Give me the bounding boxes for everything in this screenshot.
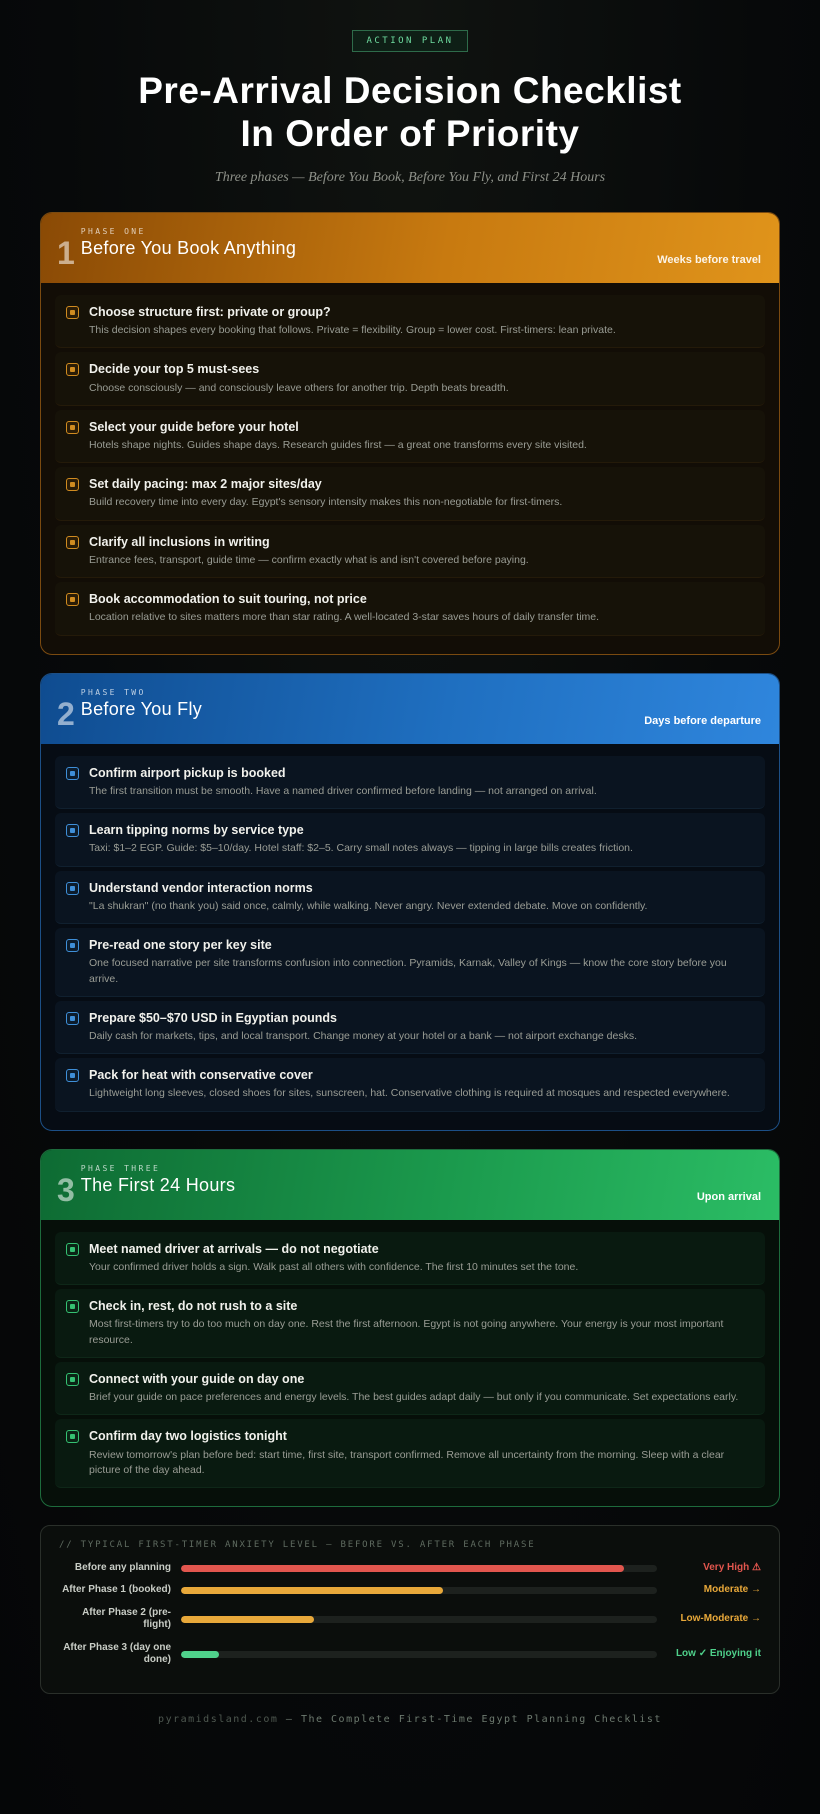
- checkbox-icon[interactable]: [66, 1243, 79, 1256]
- item-desc: Choose consciously — and consciously leave others for another trip. Depth beats breadth.: [89, 381, 509, 394]
- item-desc: This decision shapes every booking that follows. Private = flexibility. Group = lower cost. First-timers: lean private.: [89, 324, 616, 337]
- chart-row-value: Low ✓ Enjoying it: [675, 1648, 761, 1660]
- chart-row-label: After Phase 1 (booked): [62, 1584, 171, 1596]
- chart-track: [181, 1565, 657, 1572]
- phase-one-meta: Weeks before travel: [657, 253, 761, 266]
- item-desc: Build recovery time into every day. Egypt's sensory intensity makes this non-negotiable for first-timers.: [89, 496, 563, 509]
- checkbox-icon[interactable]: [66, 1373, 79, 1386]
- item-desc: Hotels shape nights. Guides shape days. Research guides first — a great one transforms every site visited.: [89, 439, 587, 451]
- phase-one-label: PHASE ONE: [80, 226, 146, 236]
- item-title: Pack for heat with conservative cover: [89, 1068, 313, 1083]
- chart-row: [59, 1562, 761, 1575]
- checkbox-icon[interactable]: [66, 306, 79, 319]
- item-title: Check in, rest, do not rush to a site: [89, 1299, 298, 1314]
- phase-two-header: [41, 674, 779, 744]
- chart-bar: [181, 1565, 624, 1572]
- phase-three-label: PHASE THREE: [80, 1163, 161, 1173]
- chart-bar: [181, 1616, 314, 1623]
- anxiety-chart: [40, 1525, 780, 1694]
- page-title-line1: Pre-Arrival Decision Checklist: [138, 70, 682, 111]
- phase-one-number: 1: [57, 234, 75, 271]
- checkbox-icon[interactable]: [66, 767, 79, 780]
- item-desc: One focused narrative per site transforms confusion into connection. Pyramids, Karnak, Valley of Kings — know the core story before you arrive.: [89, 957, 727, 985]
- checkbox-icon[interactable]: [66, 593, 79, 606]
- checkbox-icon[interactable]: [66, 1300, 79, 1313]
- checkbox-icon[interactable]: [66, 363, 79, 376]
- item-title: Confirm day two logistics tonight: [89, 1429, 287, 1444]
- item-title: Confirm airport pickup is booked: [89, 765, 286, 780]
- item-desc: Location relative to sites matters more than star rating. A well-located 3-star saves hours of daily transfer time.: [89, 611, 600, 624]
- phase-three-number: 3: [57, 1171, 75, 1208]
- item-desc: Review tomorrow's plan before bed: start time, first site, transport confirmed. Remove all uncertainty from the morning. Sleep with a clear picture of the day ahead.: [89, 1448, 725, 1476]
- chart-bar: [181, 1651, 219, 1658]
- phase-two-number: 2: [57, 695, 75, 732]
- item-title: Prepare $50–$70 USD in Egyptian pounds: [89, 1010, 337, 1025]
- item-desc: Daily cash for markets, tips, and local transport. Change money at your hotel or a bank — not airport exchange desks.: [89, 1029, 638, 1042]
- chart-row-value: Very High ⚠: [703, 1561, 761, 1573]
- checkbox-icon[interactable]: [66, 421, 79, 434]
- chart-track: [181, 1651, 657, 1658]
- checklist-item[interactable]: [55, 871, 765, 924]
- item-desc: Lightweight long sleeves, closed shoes for sites, sunscreen, hat. Conservative clothing is required at mosques and respected everywhere.: [89, 1087, 730, 1100]
- item-desc: Brief your guide on pace preferences and energy levels. The best guides adapt daily — but only if you communicate. Set expectations early.: [89, 1391, 739, 1404]
- item-desc: Your confirmed driver holds a sign. Walk past all others with confidence. The first 10 minutes set the tone.: [89, 1260, 579, 1273]
- item-title: Decide your top 5 must-sees: [89, 362, 260, 377]
- checklist-item[interactable]: [55, 813, 765, 866]
- footer-site: pyramidsland.com: [158, 1713, 279, 1725]
- phase-one-title: Before You Book Anything: [80, 237, 297, 258]
- item-desc: Taxi: $1–2 EGP. Guide: $5–10/day. Hotel staff: $2–5. Carry small notes always — tipping in large bills creates friction.: [89, 842, 633, 855]
- phase-section-two: [40, 673, 780, 1131]
- eyebrow-badge: ACTION PLAN: [352, 30, 467, 52]
- phase-one-header: [41, 213, 779, 283]
- page-header: [40, 30, 780, 186]
- checkbox-icon[interactable]: [66, 536, 79, 549]
- footer-text: — The Complete First-Time Egypt Planning Checklist: [285, 1713, 662, 1725]
- item-desc: "La shukran" (no thank you) said once, calmly, while walking. Never angry. Never extended debate. Move on confidently.: [89, 899, 648, 912]
- item-title: Choose structure first: private or group?: [89, 304, 331, 319]
- checklist-item[interactable]: [55, 756, 765, 809]
- checklist-item[interactable]: [55, 410, 765, 463]
- chart-track: [181, 1616, 657, 1623]
- item-desc: Most first-timers try to do too much on day one. Rest the first afternoon. Egypt is not going anywhere. Your energy is your most important resource.: [89, 1318, 724, 1346]
- item-title: Clarify all inclusions in writing: [89, 534, 270, 549]
- phase-three-items: [41, 1220, 779, 1506]
- item-title: Pre-read one story per key site: [89, 938, 272, 953]
- checklist-item[interactable]: [55, 467, 765, 520]
- chart-bar: [181, 1587, 443, 1594]
- checklist-item[interactable]: [55, 1001, 765, 1054]
- chart-row-label: After Phase 2 (pre-flight): [82, 1606, 171, 1631]
- page-title: [40, 70, 780, 156]
- phase-two-meta: Days before departure: [644, 714, 761, 727]
- checklist-item[interactable]: [55, 1232, 765, 1285]
- phase-one-items: [41, 283, 779, 654]
- phase-three-meta: Upon arrival: [696, 1190, 761, 1203]
- checkbox-icon[interactable]: [66, 882, 79, 895]
- item-title: Learn tipping norms by service type: [89, 823, 304, 838]
- item-title: Set daily pacing: max 2 major sites/day: [89, 477, 322, 492]
- checklist-item[interactable]: [55, 1289, 765, 1358]
- chart-row-value: Moderate →: [703, 1584, 761, 1596]
- item-title: Understand vendor interaction norms: [89, 880, 313, 895]
- checkbox-icon[interactable]: [66, 1069, 79, 1082]
- chart-track: [181, 1587, 657, 1594]
- checklist-item[interactable]: [55, 1058, 765, 1111]
- checklist-item[interactable]: [55, 525, 765, 578]
- checklist-item[interactable]: [55, 295, 765, 348]
- page-subtitle: Three phases — Before You Book, Before You Fly, and First 24 Hours: [214, 169, 606, 185]
- checkbox-icon[interactable]: [66, 1430, 79, 1443]
- phase-two-label: PHASE TWO: [80, 687, 146, 697]
- item-desc: Entrance fees, transport, guide time — confirm exactly what is and isn't covered before paying.: [89, 553, 529, 566]
- checkbox-icon[interactable]: [66, 1012, 79, 1025]
- chart-title: // TYPICAL FIRST-TIMER ANXIETY LEVEL — BEFORE VS. AFTER EACH PHASE: [59, 1539, 536, 1550]
- chart-row-label: After Phase 3 (day one done): [63, 1641, 171, 1666]
- phase-two-items: [41, 744, 779, 1130]
- phase-three-title: The First 24 Hours: [80, 1174, 236, 1195]
- checklist-item[interactable]: [55, 1362, 765, 1415]
- checkbox-icon[interactable]: [66, 939, 79, 952]
- chart-row-label: Before any planning: [74, 1561, 171, 1573]
- chart-row: [59, 1607, 761, 1632]
- item-desc: The first transition must be smooth. Have a named driver confirmed before landing — not arranged on arrival.: [89, 784, 597, 797]
- checklist-item[interactable]: [55, 582, 765, 635]
- item-title: Connect with your guide on day one: [89, 1371, 305, 1386]
- phase-section-one: [40, 212, 780, 655]
- checklist-item[interactable]: [55, 1419, 765, 1488]
- chart-row: [59, 1584, 761, 1597]
- item-title: Meet named driver at arrivals — do not negotiate: [89, 1241, 379, 1256]
- checklist-item[interactable]: [55, 352, 765, 405]
- checkbox-icon[interactable]: [66, 824, 79, 837]
- chart-row-value: Low-Moderate →: [680, 1613, 761, 1625]
- page-footer: [40, 1714, 780, 1725]
- item-title: Select your guide before your hotel: [89, 419, 299, 434]
- phase-three-header: [41, 1150, 779, 1220]
- checkbox-icon[interactable]: [66, 478, 79, 491]
- phase-two-title: Before You Fly: [80, 698, 203, 719]
- chart-row: [59, 1642, 761, 1667]
- page-title-line2: In Order of Priority: [240, 112, 580, 154]
- checklist-item[interactable]: [55, 928, 765, 997]
- item-title: Book accommodation to suit touring, not price: [89, 592, 367, 607]
- phase-section-three: [40, 1149, 780, 1507]
